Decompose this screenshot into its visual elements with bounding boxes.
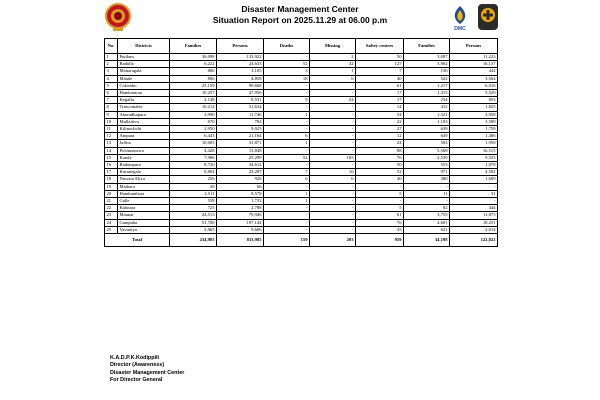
table-row — [105, 118, 498, 125]
cell-persons: 782 — [217, 118, 264, 125]
cell-persons-in-centres: 444 — [450, 205, 498, 212]
cell-missing: - — [310, 140, 356, 147]
cell-district-name: Vavuniya — [118, 226, 170, 233]
table-row — [105, 68, 498, 75]
cell-persons-in-centres: 9,525 — [450, 154, 498, 161]
cell-deaths: - — [264, 90, 310, 97]
cell-persons-in-centres: 3,564 — [450, 75, 498, 82]
cell-safety-centres: 27 — [356, 126, 404, 133]
cell-families-in-centres: 649 — [404, 133, 450, 140]
cell-district-name: Hambanthota — [118, 190, 170, 197]
cell-persons-in-centres: 16,137 — [450, 61, 498, 68]
cell-district-name: Nuwara Eliya — [118, 176, 170, 183]
table-row — [105, 226, 498, 233]
cell-deaths: 52 — [264, 61, 310, 68]
cell-missing: - — [310, 90, 356, 97]
cell-families: 6,804 — [170, 169, 217, 176]
cell-safety-centres: 52 — [356, 169, 404, 176]
cell-row-number: 24 — [105, 219, 118, 226]
cell-deaths: 1 — [264, 111, 310, 118]
table-row — [105, 90, 498, 97]
cell-district-name: Monaragala — [118, 68, 170, 75]
table-row — [105, 162, 498, 169]
cell-deaths: - — [264, 82, 310, 89]
cell-district-name: Puttlam — [118, 54, 170, 61]
cell-row-number: 9 — [105, 111, 118, 118]
cell-persons: 133,922 — [217, 54, 264, 61]
table-row — [105, 54, 498, 61]
table-row — [105, 183, 498, 190]
cell-families: 6,443 — [170, 133, 217, 140]
cell-families-in-centres: - — [404, 198, 450, 205]
cell-families: 2,148 — [170, 97, 217, 104]
cell-row-number: 21 — [105, 198, 118, 205]
cell-families-in-centres: 11 — [404, 190, 450, 197]
cell-missing: - — [310, 183, 356, 190]
cell-missing: - — [310, 190, 356, 197]
cell-row-number: 4 — [105, 75, 118, 82]
cell-deaths: - — [264, 118, 310, 125]
cell-families: 10,214 — [170, 104, 217, 111]
cell-deaths: 1 — [264, 140, 310, 147]
cell-families: 725 — [170, 205, 217, 212]
cell-persons: 8,578 — [217, 190, 264, 197]
cell-persons: 1,733 — [217, 198, 264, 205]
cell-persons: 197,144 — [217, 219, 264, 226]
col-header: Missing — [310, 39, 356, 54]
cell-families-in-centres: 639 — [404, 126, 450, 133]
table-row — [105, 190, 498, 197]
cell-families-in-centres: 5,568 — [404, 147, 450, 154]
cell-persons: 24,633 — [217, 61, 264, 68]
cell-missing: - — [310, 162, 356, 169]
cell-persons: 9,666 — [217, 226, 264, 233]
table-row — [105, 61, 498, 68]
dmc-logo-text: DMC — [454, 26, 466, 32]
cell-safety-centres: 12 — [356, 133, 404, 140]
cell-deaths: 18 — [264, 75, 310, 82]
cell-deaths: 9 — [264, 97, 310, 104]
cell-district-name: Colombo — [118, 82, 170, 89]
cell-deaths: 3 — [264, 68, 310, 75]
cell-deaths: - — [264, 104, 310, 111]
cell-district-name: Galle — [118, 198, 170, 205]
cell-persons: 34,614 — [217, 162, 264, 169]
col-header: Families — [404, 39, 450, 54]
total-label: Total — [105, 234, 170, 247]
cell-deaths: - — [264, 205, 310, 212]
cell-families-in-centres: 1,217 — [404, 82, 450, 89]
cell-district-name: Jaffna — [118, 140, 170, 147]
situation-table — [104, 38, 498, 247]
cell-deaths: - — [264, 126, 310, 133]
signatory-role: Director (Awareness) — [110, 362, 165, 369]
cell-persons-in-centres: 2,014 — [450, 226, 498, 233]
table-row — [105, 147, 498, 154]
cell-safety-centres: 35 — [356, 226, 404, 233]
table-row — [105, 111, 498, 118]
cell-row-number: 18 — [105, 176, 118, 183]
cell-safety-centres: 17 — [356, 97, 404, 104]
col-header: Families — [170, 39, 217, 54]
cell-families-in-centres: 4,681 — [404, 219, 450, 226]
cell-missing: - — [310, 212, 356, 219]
cell-persons-in-centres: 5,529 — [450, 90, 498, 97]
cell-families: 51,700 — [170, 219, 217, 226]
cell-persons: 8,531 — [217, 97, 264, 104]
total-persons-sc: 122,822 — [450, 234, 498, 247]
cell-persons: 31,634 — [217, 104, 264, 111]
table-row — [105, 97, 498, 104]
cell-safety-centres: 127 — [356, 61, 404, 68]
cell-families-in-centres: 156 — [404, 68, 450, 75]
cell-persons: 99,668 — [217, 82, 264, 89]
cell-deaths: 1 — [264, 198, 310, 205]
cell-deaths: - — [264, 162, 310, 169]
situation-table-container — [104, 38, 497, 247]
total-row — [105, 234, 498, 247]
cell-persons-in-centres: 31 — [450, 190, 498, 197]
total-safety-centres: 959 — [356, 234, 404, 247]
col-header: Persons — [450, 39, 498, 54]
cell-persons-in-centres: 1,609 — [450, 176, 498, 183]
cell-missing: 24 — [310, 97, 356, 104]
table-row — [105, 133, 498, 140]
cell-safety-centres: 61 — [356, 212, 404, 219]
table-row — [105, 169, 498, 176]
cell-district-name: Mannar — [118, 212, 170, 219]
cell-district-name: Anuradhapura — [118, 111, 170, 118]
cell-families-in-centres: 504 — [404, 140, 450, 147]
cell-persons: 79,946 — [217, 212, 264, 219]
cell-row-number: 14 — [105, 147, 118, 154]
total-persons: 833,985 — [217, 234, 264, 247]
cell-deaths: 52 — [264, 154, 310, 161]
cell-persons-in-centres: 6,016 — [450, 82, 498, 89]
cell-row-number: 20 — [105, 190, 118, 197]
cell-district-name: Kandy — [118, 154, 170, 161]
cell-families: 36,098 — [170, 54, 217, 61]
col-header: Persons — [217, 39, 264, 54]
cell-persons-in-centres: 1,978 — [450, 162, 498, 169]
cell-families-in-centres: 1,321 — [404, 111, 450, 118]
cell-families-in-centres: 1,315 — [404, 90, 450, 97]
cell-families-in-centres: 3,962 — [404, 61, 450, 68]
total-families: 234,983 — [170, 234, 217, 247]
cell-district-name: Matale — [118, 75, 170, 82]
cell-row-number: 25 — [105, 226, 118, 233]
signatory-org: Disaster Management Center — [110, 369, 185, 376]
cell-persons-in-centres: 1,486 — [450, 133, 498, 140]
cell-safety-centres: 40 — [356, 176, 404, 183]
cell-families-in-centres: 522 — [404, 75, 450, 82]
cell-safety-centres: 17 — [356, 90, 404, 97]
cell-missing: 2 — [310, 54, 356, 61]
cell-row-number: 11 — [105, 126, 118, 133]
table-row — [105, 104, 498, 111]
cell-safety-centres: 76 — [356, 219, 404, 226]
cell-missing: 6 — [310, 176, 356, 183]
table-row — [105, 140, 498, 147]
cell-safety-centres: 40 — [356, 75, 404, 82]
cell-families: 7,986 — [170, 154, 217, 161]
cell-safety-centres: 5 — [356, 190, 404, 197]
cell-missing: 10 — [310, 169, 356, 176]
table-row — [105, 176, 498, 183]
cell-families: 886 — [170, 68, 217, 75]
cell-missing: - — [310, 219, 356, 226]
cell-missing: - — [310, 226, 356, 233]
cell-missing: - — [310, 133, 356, 140]
cell-families-in-centres: 971 — [404, 169, 450, 176]
cell-families-in-centres: 3,755 — [404, 212, 450, 219]
cell-missing: - — [310, 126, 356, 133]
cell-district-name: Mullaitivu — [118, 118, 170, 125]
cell-row-number: 2 — [105, 61, 118, 68]
cell-families: 806 — [170, 75, 217, 82]
cell-safety-centres: 54 — [356, 111, 404, 118]
cell-families: 2,965 — [170, 226, 217, 233]
cell-persons-in-centres: 3,958 — [450, 111, 498, 118]
cell-district-name: Kegalla — [118, 97, 170, 104]
cell-safety-centres: 5 — [356, 205, 404, 212]
cell-persons-in-centres: 18,251 — [450, 219, 498, 226]
report-header — [0, 0, 600, 34]
cell-safety-centres: - — [356, 183, 404, 190]
cell-district-name: Gampaha — [118, 219, 170, 226]
cell-persons-in-centres: 16,515 — [450, 147, 498, 154]
cell-safety-centres: - — [356, 198, 404, 205]
signatory-for: For Director General — [110, 377, 163, 384]
signatory-name: K.A.D.P.K.Kodippili — [110, 355, 160, 361]
cell-row-number: 22 — [105, 205, 118, 212]
cell-deaths: - — [264, 212, 310, 219]
cell-deaths: - — [264, 54, 310, 61]
cell-row-number: 5 — [105, 82, 118, 89]
cell-persons-in-centres: 11,223 — [450, 54, 498, 61]
cell-row-number: 6 — [105, 90, 118, 97]
cell-families-in-centres: 2,539 — [404, 154, 450, 161]
cell-families-in-centres: 553 — [404, 162, 450, 169]
cell-persons: 47,956 — [217, 90, 264, 97]
cell-district-name: Polonnaruwa — [118, 147, 170, 154]
cell-missing: - — [310, 82, 356, 89]
cell-deaths: - — [264, 219, 310, 226]
dmc-logo-icon — [448, 4, 472, 32]
cell-row-number: 10 — [105, 118, 118, 125]
cell-missing: 105 — [310, 154, 356, 161]
cell-deaths: - — [264, 226, 310, 233]
cell-missing: - — [310, 104, 356, 111]
table-row — [105, 126, 498, 133]
table-body — [105, 54, 498, 234]
cell-families-in-centres: 82 — [404, 205, 450, 212]
cell-deaths: - — [264, 147, 310, 154]
cell-families: 6,222 — [170, 61, 217, 68]
col-header: Deaths — [264, 39, 310, 54]
cell-families: 4,428 — [170, 147, 217, 154]
table-row — [105, 82, 498, 89]
cell-district-name: Kilinochchi — [118, 126, 170, 133]
cell-persons: 926 — [217, 176, 264, 183]
table-header-row — [105, 39, 498, 54]
cell-families: 20 — [170, 183, 217, 190]
cell-families-in-centres: 1,103 — [404, 118, 450, 125]
cell-safety-centres: 22 — [356, 118, 404, 125]
col-header: Saftey centres — [356, 39, 404, 54]
cell-persons-in-centres: - — [450, 198, 498, 205]
cell-safety-centres: 88 — [356, 147, 404, 154]
cell-persons: 21,164 — [217, 133, 264, 140]
cell-persons: 2,788 — [217, 205, 264, 212]
table-row — [105, 154, 498, 161]
cell-persons: 11,746 — [217, 111, 264, 118]
cell-families: 558 — [170, 198, 217, 205]
cell-missing: 1 — [310, 68, 356, 75]
cell-missing: - — [310, 198, 356, 205]
title-block — [0, 4, 600, 26]
cell-row-number: 12 — [105, 133, 118, 140]
cell-district-name: Ampara — [118, 133, 170, 140]
total-deaths: 159 — [264, 234, 310, 247]
cell-persons-in-centres: 1,825 — [450, 104, 498, 111]
cell-row-number: 19 — [105, 183, 118, 190]
cell-missing: - — [310, 147, 356, 154]
cell-row-number: 3 — [105, 68, 118, 75]
cell-row-number: 17 — [105, 169, 118, 176]
cell-deaths: 7 — [264, 169, 310, 176]
cell-deaths: - — [264, 183, 310, 190]
cell-row-number: 15 — [105, 154, 118, 161]
cell-persons: 25,299 — [217, 154, 264, 161]
cell-safety-centres: 7 — [356, 68, 404, 75]
cell-row-number: 16 — [105, 162, 118, 169]
cell-safety-centres: 50 — [356, 54, 404, 61]
cell-families-in-centres: 3,087 — [404, 54, 450, 61]
cell-persons-in-centres: 11,875 — [450, 212, 498, 219]
col-header: Districts — [118, 39, 170, 54]
cell-families: 10,257 — [170, 90, 217, 97]
cell-persons: 66 — [217, 183, 264, 190]
table-row — [105, 205, 498, 212]
total-families-sc: 34,198 — [404, 234, 450, 247]
cell-families: 10,005 — [170, 140, 217, 147]
cell-persons: 31,871 — [217, 140, 264, 147]
cell-persons: 23,287 — [217, 169, 264, 176]
cell-families: 25,159 — [170, 82, 217, 89]
table-row — [105, 198, 498, 205]
cell-families-in-centres: 412 — [404, 104, 450, 111]
cell-persons-in-centres: - — [450, 183, 498, 190]
cell-row-number: 8 — [105, 104, 118, 111]
cell-persons-in-centres: 853 — [450, 97, 498, 104]
cell-missing: - — [310, 205, 356, 212]
cell-persons: 4,858 — [217, 75, 264, 82]
cell-families: 256 — [170, 176, 217, 183]
cell-safety-centres: 14 — [356, 104, 404, 111]
cell-row-number: 1 — [105, 54, 118, 61]
cell-families: 2,511 — [170, 190, 217, 197]
cell-persons: 13,848 — [217, 147, 264, 154]
cell-families: 2,950 — [170, 126, 217, 133]
cell-persons: 9,025 — [217, 126, 264, 133]
cell-families-in-centres: 621 — [404, 226, 450, 233]
cell-deaths: 1 — [264, 190, 310, 197]
report-subtitle: Situation Report on 2025.11.29 at 06.00 p.m — [212, 15, 388, 25]
cell-row-number: 7 — [105, 97, 118, 104]
cell-deaths: 6 — [264, 176, 310, 183]
cell-missing: 6 — [310, 75, 356, 82]
cell-families: 3,990 — [170, 111, 217, 118]
total-missing: 203 — [310, 234, 356, 247]
cell-district-name: Hambantota — [118, 90, 170, 97]
cell-families-in-centres: 234 — [404, 97, 450, 104]
cell-persons-in-centres: 4,582 — [450, 169, 498, 176]
cell-persons: 3,105 — [217, 68, 264, 75]
emergency-badge-icon — [477, 3, 499, 31]
cell-district-name: Badulla — [118, 61, 170, 68]
cell-families: 8,720 — [170, 162, 217, 169]
cell-persons-in-centres: 442 — [450, 68, 498, 75]
cell-district-name: Mathara — [118, 183, 170, 190]
report-title: Disaster Management Center — [241, 4, 359, 14]
cell-district-name: Kurunegala — [118, 169, 170, 176]
cell-families-in-centres: 380 — [404, 176, 450, 183]
cell-families-in-centres: - — [404, 183, 450, 190]
cell-row-number: 23 — [105, 212, 118, 219]
cell-missing: - — [310, 118, 356, 125]
table-row — [105, 75, 498, 82]
cell-row-number: 13 — [105, 140, 118, 147]
cell-missing: 42 — [310, 61, 356, 68]
table-row — [105, 219, 498, 226]
cell-safety-centres: 24 — [356, 140, 404, 147]
cell-persons-in-centres: 1,759 — [450, 126, 498, 133]
cell-missing: - — [310, 111, 356, 118]
cell-safety-centres: 76 — [356, 154, 404, 161]
cell-safety-centres: 61 — [356, 82, 404, 89]
cell-families: 670 — [170, 118, 217, 125]
cell-deaths: 6 — [264, 133, 310, 140]
cell-persons-in-centres: 1,950 — [450, 140, 498, 147]
cell-district-name: Rathnapura — [118, 162, 170, 169]
cell-safety-centres: 50 — [356, 162, 404, 169]
cell-persons-in-centres: 3,589 — [450, 118, 498, 125]
cell-families: 24,513 — [170, 212, 217, 219]
table-row — [105, 212, 498, 219]
cell-district-name: Kalutara — [118, 205, 170, 212]
col-header: No. — [105, 39, 118, 54]
cell-district-name: Trincomalee — [118, 104, 170, 111]
signature-block — [110, 355, 184, 385]
